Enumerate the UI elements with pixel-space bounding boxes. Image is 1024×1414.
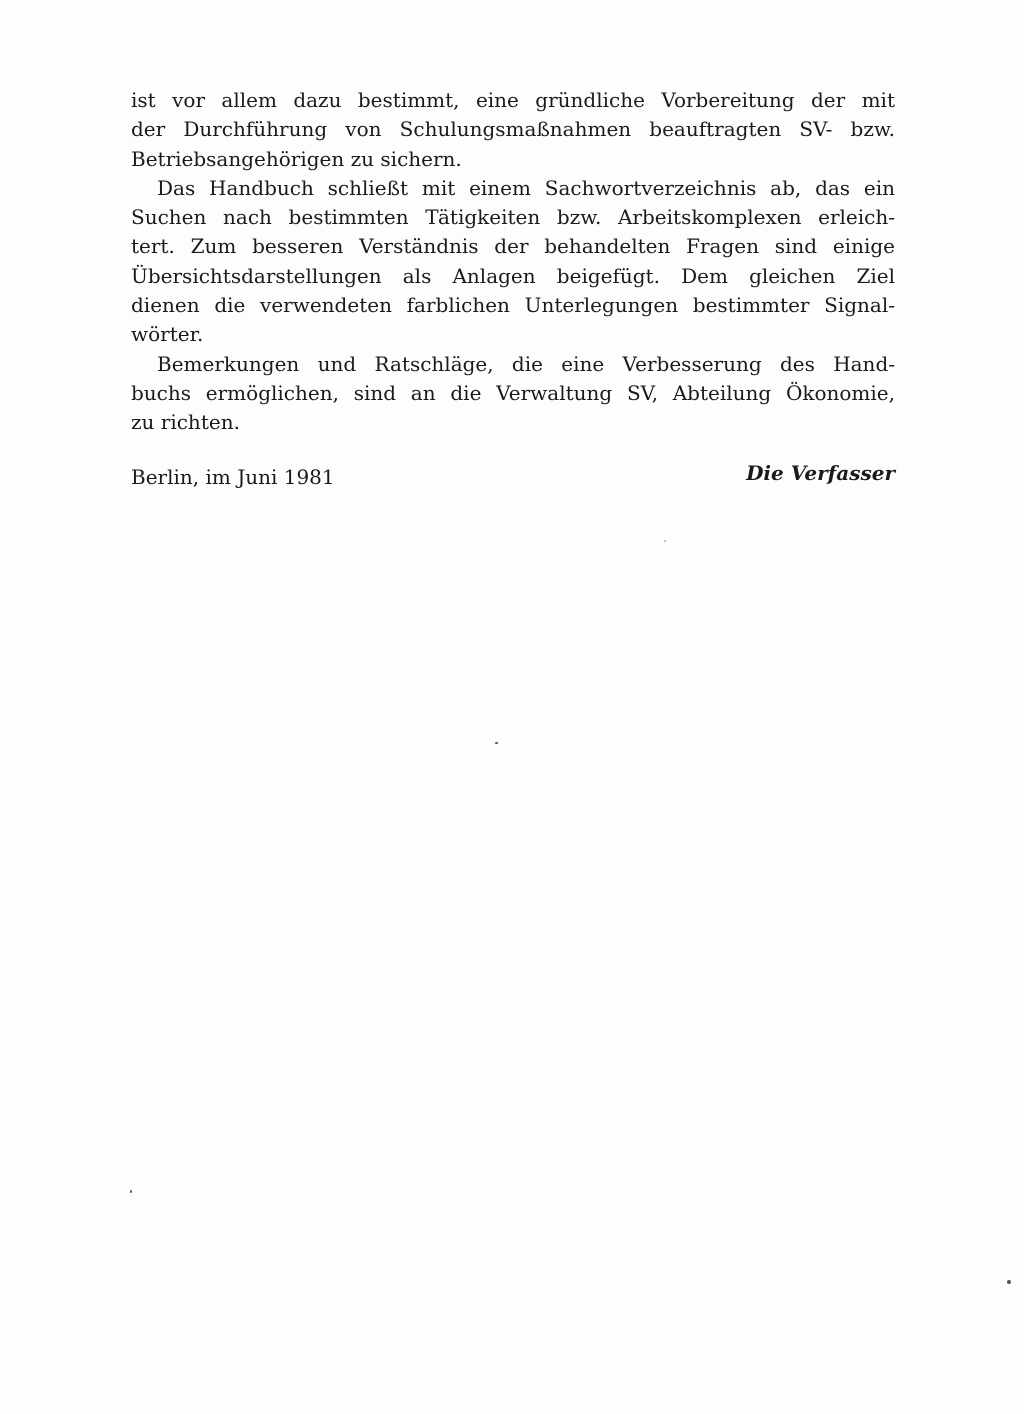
scan-speck <box>664 540 666 542</box>
body-line: ist vor allem dazu bestimmt, eine gründliche Vorbereitung der mit <box>131 88 895 112</box>
body-line: dienen die verwendeten farblichen Unterlegungen bestimmter Signal- <box>131 293 895 318</box>
body-text <box>131 86 895 438</box>
body-line: Suchen nach bestimmten Tätigkeiten bzw. Arbeitskomplexen erleich- <box>131 205 895 230</box>
scan-speck <box>1007 1280 1011 1284</box>
place-and-date: Berlin, im Juni 1981 <box>131 465 335 489</box>
body-line: Bemerkungen und Ratschläge, die eine Verbesserung des Hand- <box>157 351 895 376</box>
body-line: buchs ermöglichen, sind an die Verwaltung SV, Abteilung Ökonomie, <box>131 380 895 405</box>
body-line: wörter. <box>131 322 204 347</box>
scan-speck <box>495 742 498 744</box>
body-line: zu richten. <box>131 410 240 435</box>
body-line: der Durchführung von Schulungsmaßnahmen beauftragten SV- bzw. <box>131 117 895 142</box>
body-line: Das Handbuch schließt mit einem Sachwortverzeichnis ab, das ein <box>157 175 895 200</box>
body-line: Übersichtsdarstellungen als Anlagen beigefügt. Dem gleichen Ziel <box>131 263 895 288</box>
body-line: tert. Zum besseren Verständnis der behandelten Fragen sind einige <box>131 234 895 259</box>
body-line: Betriebsangehörigen zu sichern. <box>131 146 462 171</box>
scan-speck <box>130 1190 132 1193</box>
signature: Die Verfasser <box>746 461 895 485</box>
